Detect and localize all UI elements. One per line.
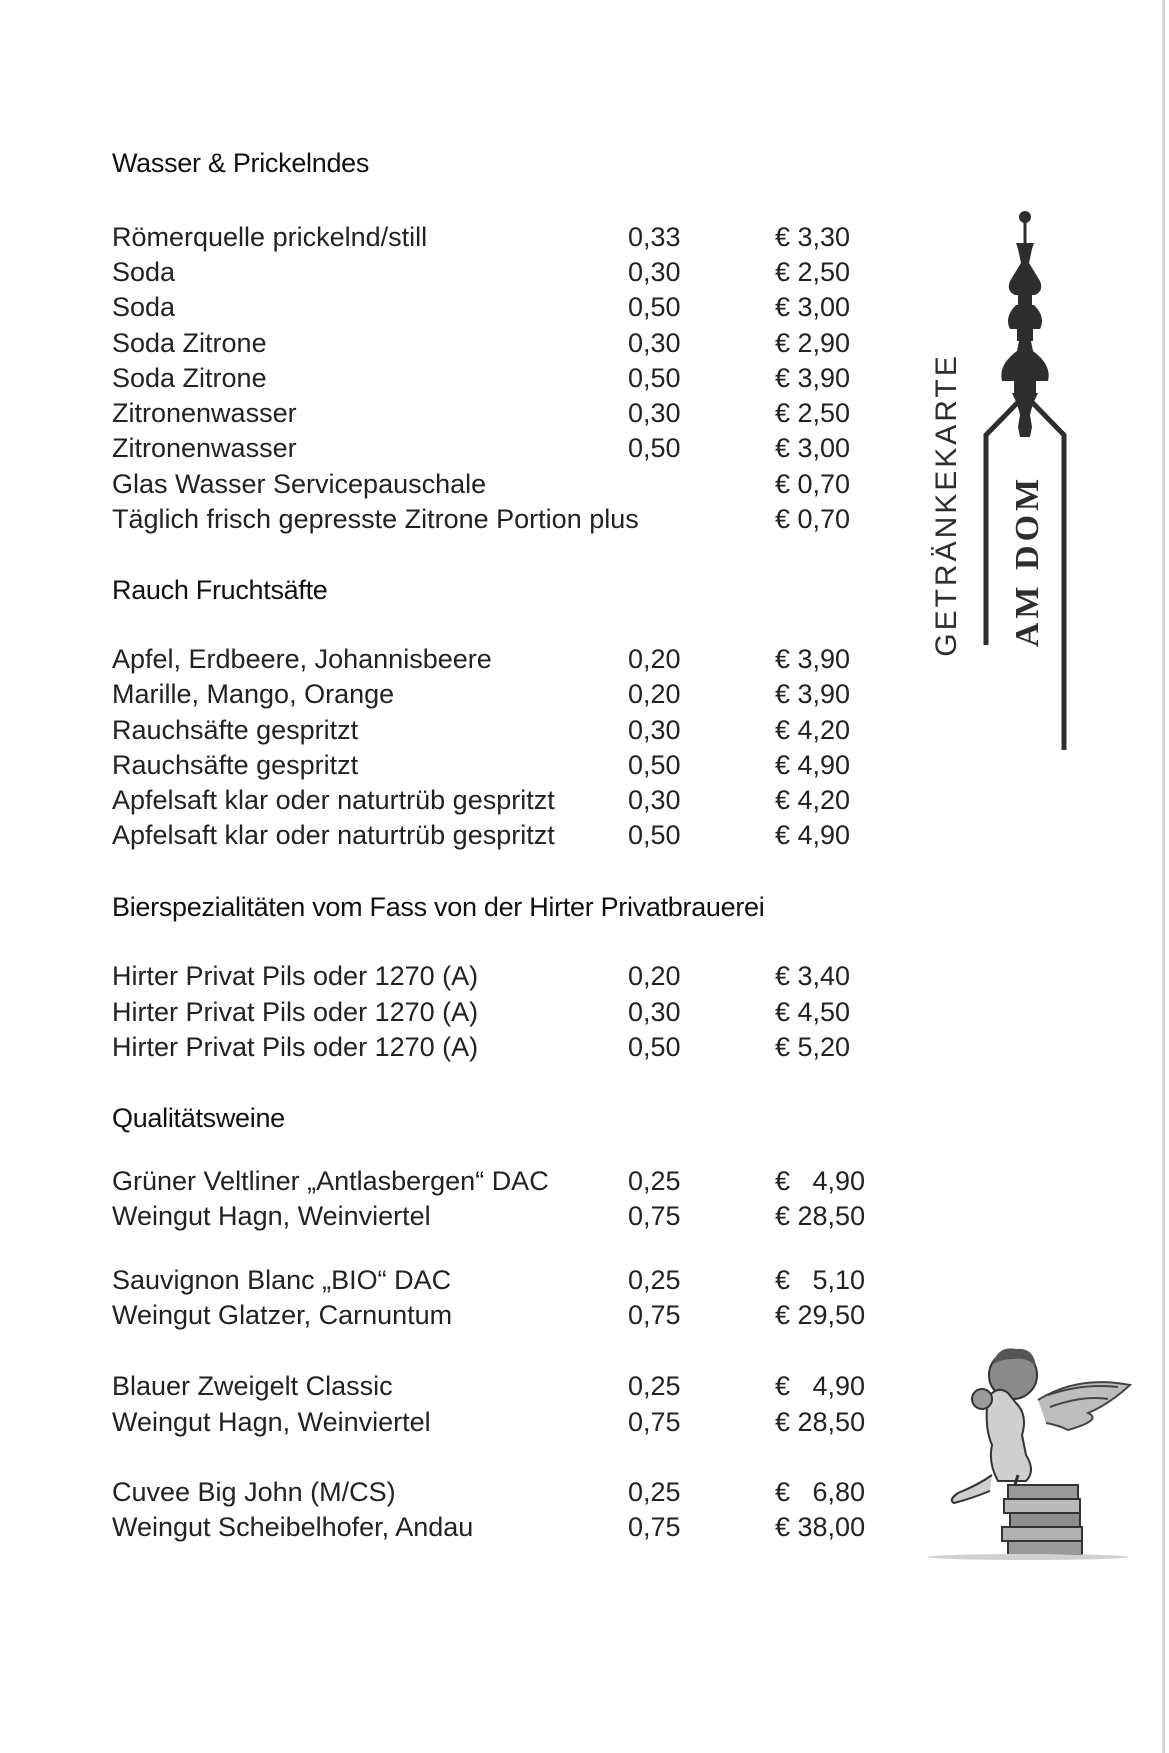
brand-subtitle: AM DOM — [1009, 474, 1046, 648]
item-volume: 0,50 — [628, 433, 681, 463]
item-price: € 0,70 — [775, 504, 851, 534]
item-price: € 29,50 — [775, 1300, 866, 1330]
item-price: € 38,00 — [775, 1512, 866, 1542]
item-name: Täglich frisch gepresste Zitrone Portion plus — [112, 504, 639, 534]
item-volume: 0,30 — [628, 398, 681, 428]
item-volume: 0,33 — [628, 222, 681, 252]
item-name: Soda Zitrone — [112, 363, 267, 393]
item-name: Glas Wasser Servicepauschale — [112, 469, 487, 499]
item-name: Apfel, Erdbeere, Johannisbeere — [112, 644, 492, 674]
item-name: Soda — [112, 292, 176, 322]
item-name: Soda Zitrone — [112, 328, 267, 358]
item-name: Apfelsaft klar oder naturtrüb gespritzt — [112, 820, 555, 850]
item-volume: 0,30 — [628, 257, 681, 287]
item-volume: 0,75 — [628, 1407, 681, 1437]
item-volume: 0,25 — [628, 1371, 681, 1401]
item-volume: 0,30 — [628, 997, 681, 1027]
item-price: € 2,50 — [775, 398, 851, 428]
item-name: Blauer Zweigelt Classic — [112, 1371, 393, 1401]
item-price: € 28,50 — [775, 1407, 866, 1437]
item-volume: 0,50 — [628, 750, 681, 780]
brand-title: GETRÄNKEKARTE — [930, 353, 963, 657]
item-name: Hirter Privat Pils oder 1270 (A) — [112, 961, 479, 991]
item-price: € 4,90 — [775, 750, 851, 780]
item-volume: 0,30 — [628, 785, 681, 815]
item-name: Hirter Privat Pils oder 1270 (A) — [112, 997, 479, 1027]
item-volume: 0,75 — [628, 1512, 681, 1542]
item-price: € 4,20 — [775, 785, 851, 815]
item-volume: 0,75 — [628, 1201, 681, 1231]
item-volume: 0,50 — [628, 820, 681, 850]
item-price: € 3,00 — [775, 433, 851, 463]
item-name: Rauchsäfte gespritzt — [112, 750, 359, 780]
item-price: € 5,10 — [775, 1265, 866, 1295]
item-price: € 2,90 — [775, 328, 851, 358]
item-volume: 0,50 — [628, 292, 681, 322]
item-volume: 0,20 — [628, 679, 681, 709]
item-price: € 4,90 — [775, 820, 851, 850]
item-volume: 0,20 — [628, 961, 681, 991]
item-name: Römerquelle prickelnd/still — [112, 222, 428, 252]
item-name: Soda — [112, 257, 176, 287]
section-title-wine: Qualitätsweine — [112, 1103, 285, 1133]
page-edge — [1162, 0, 1165, 1753]
item-volume: 0,75 — [628, 1300, 681, 1330]
item-volume: 0,30 — [628, 328, 681, 358]
item-name: Zitronenwasser — [112, 398, 297, 428]
item-price: € 2,50 — [775, 257, 851, 287]
item-volume: 0,25 — [628, 1265, 681, 1295]
item-price: € 28,50 — [775, 1201, 866, 1231]
item-price: € 0,70 — [775, 469, 851, 499]
item-price: € 5,20 — [775, 1032, 851, 1062]
item-volume: 0,25 — [628, 1477, 681, 1507]
item-price: € 4,90 — [775, 1166, 866, 1196]
item-name: Rauchsäfte gespritzt — [112, 715, 359, 745]
section-title-juices: Rauch Fruchtsäfte — [112, 575, 328, 605]
item-name: Weingut Scheibelhofer, Andau — [112, 1512, 474, 1542]
item-name: Zitronenwasser — [112, 433, 297, 463]
item-name: Cuvee Big John (M/CS) — [112, 1477, 396, 1507]
section-title-water: Wasser & Prickelndes — [112, 148, 370, 178]
item-name: Apfelsaft klar oder naturtrüb gespritzt — [112, 785, 555, 815]
item-price: € 3,00 — [775, 292, 851, 322]
item-name: Weingut Hagn, Weinviertel — [112, 1407, 431, 1437]
item-price: € 3,90 — [775, 363, 851, 393]
item-volume: 0,50 — [628, 363, 681, 393]
cherub-icon — [918, 1335, 1133, 1560]
item-volume: 0,20 — [628, 644, 681, 674]
item-price: € 4,90 — [775, 1371, 866, 1401]
item-price: € 3,30 — [775, 222, 851, 252]
item-name: Sauvignon Blanc „BIO“ DAC — [112, 1265, 452, 1295]
tower-logo — [920, 205, 1070, 845]
item-price: € 4,50 — [775, 997, 851, 1027]
item-volume: 0,25 — [628, 1166, 681, 1196]
item-volume: 0,30 — [628, 715, 681, 745]
item-name: Weingut Hagn, Weinviertel — [112, 1201, 431, 1231]
item-price: € 3,90 — [775, 679, 851, 709]
item-name: Marille, Mango, Orange — [112, 679, 395, 709]
tower-silhouette-icon — [1001, 211, 1048, 437]
item-price: € 3,40 — [775, 961, 851, 991]
item-volume: 0,50 — [628, 1032, 681, 1062]
item-name: Grüner Veltliner „Antlasbergen“ DAC — [112, 1166, 549, 1196]
item-price: € 6,80 — [775, 1477, 866, 1507]
item-name: Hirter Privat Pils oder 1270 (A) — [112, 1032, 479, 1062]
section-title-beer: Bierspezialitäten vom Fass von der Hirter Privatbrauerei — [112, 892, 765, 922]
item-name: Weingut Glatzer, Carnuntum — [112, 1300, 453, 1330]
item-price: € 4,20 — [775, 715, 851, 745]
item-price: € 3,90 — [775, 644, 851, 674]
